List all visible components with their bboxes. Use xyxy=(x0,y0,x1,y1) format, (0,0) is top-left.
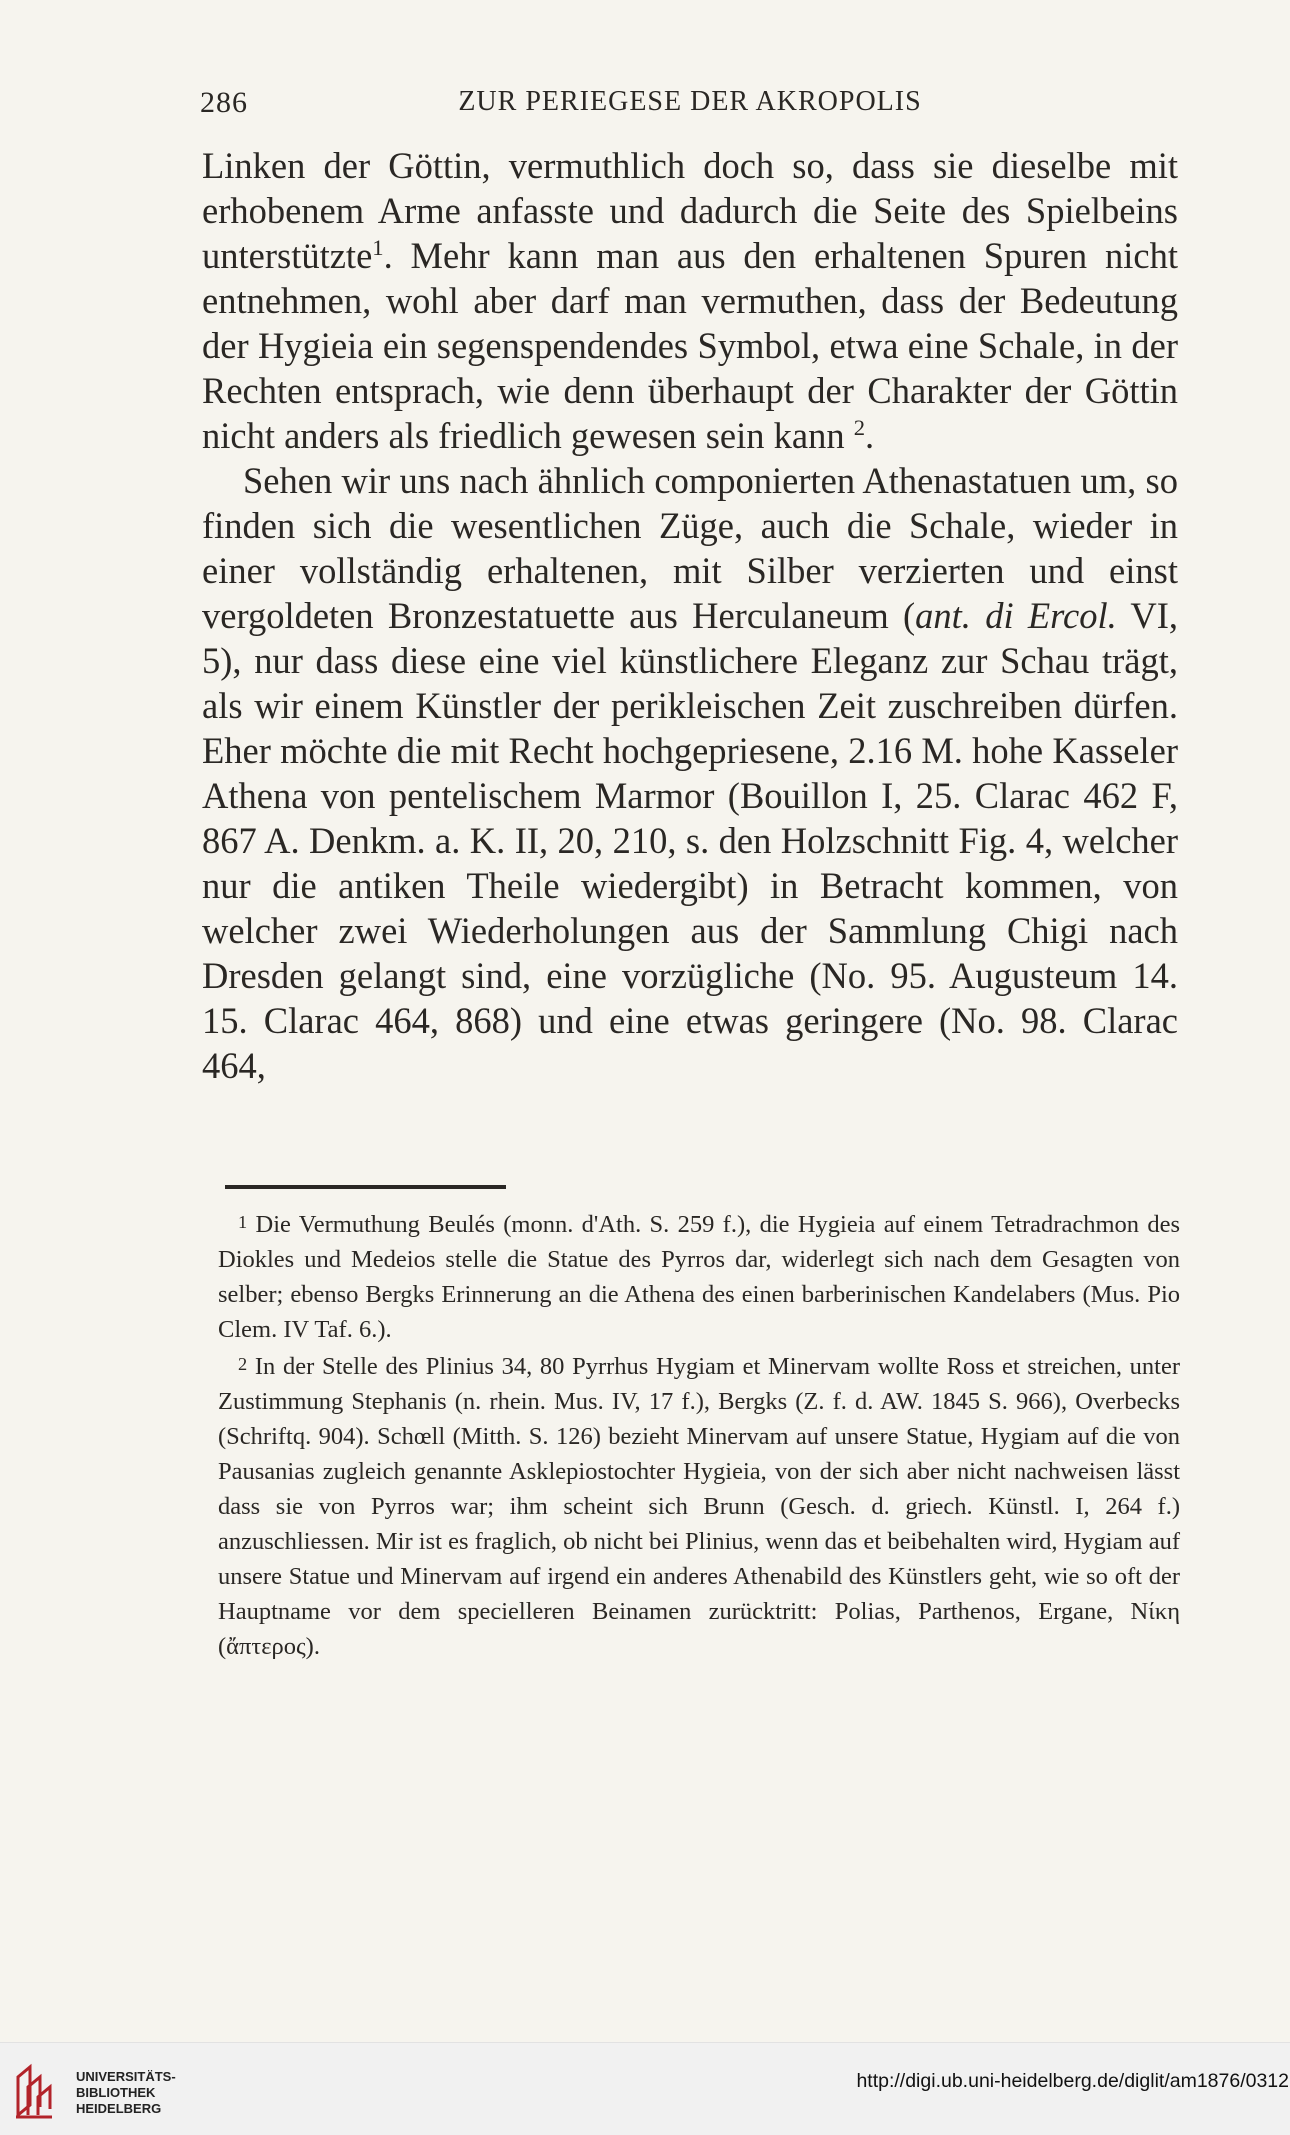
paragraph xyxy=(202,458,1178,1088)
footnote-ref[interactable]: 2 xyxy=(853,414,866,440)
paragraph-text: . Mehr kann man aus den erhaltenen Spuren nicht entnehmen, wohl aber darf man vermuthen, dass der Bedeutung der Hygieia ein segenspendendes Symbol, etwa eine Schale, in der Rechten entsprach, wie denn überhaupt der Charakter der Göttin nicht anders als friedlich gewesen sein kann xyxy=(202,235,1178,456)
footnote-number: 1 xyxy=(238,1212,248,1232)
footnote-number: 2 xyxy=(238,1354,248,1374)
page-header xyxy=(200,86,1180,126)
library-name-line: UNIVERSITÄTS- xyxy=(76,2069,176,2084)
library-name-line: BIBLIOTHEK xyxy=(76,2085,156,2100)
library-footer xyxy=(0,2042,1290,2135)
footnote-text: Die Vermuthung Beulés (monn. d'Ath. S. 259 f.), die Hygieia auf einem Tetradrachmon des Diokles und Medeios stelle die Statue des Pyrros dar, widerlegt sich nach dem Gesagten von selber; ebenso Bergks Erinnerung an die Athena des einen barberinischen Kandelabers (Mus. Pio Clem. IV Taf. 6.). xyxy=(218,1211,1180,1343)
paragraph-text: . xyxy=(865,415,875,456)
main-text xyxy=(202,143,1178,1088)
page-number: 286 xyxy=(200,86,248,119)
footnote xyxy=(218,1205,1180,1347)
paragraph-text: VI, 5), nur dass diese eine viel künstlichere Eleganz zur Schau trägt, als wir einem Künstler der perikleischen Zeit zuschreiben dürfen. Eher möchte die mit Recht hochgepriesene, 2.16 M. hohe Kasseler Athena von pentelischem Marmor (Bouillon I, 25. Clarac 462 F, 867 A. Denkm. a. K. II, 20, 210, s. den Holzschnitt Fig. 4, welcher nur die antiken Theile wiedergibt) in Betracht kommen, von welcher zwei Wiederholungen aus der Sammlung Chigi nach Dresden gelangt sind, eine vorzügliche (No. 95. Augusteum 14. 15. Clarac 464, 868) und eine etwas geringere (No. 98. Clarac 464, xyxy=(202,595,1178,1086)
footnote xyxy=(218,1347,1180,1664)
paragraph-text: Linken der Göttin, vermuthlich doch so, dass sie dieselbe mit erhobenem Arme anfasste und dadurch die Seite des Spielbeins unterstützte xyxy=(202,145,1178,276)
paragraph-text: Sehen wir uns nach ähnlich componierten Athenastatuen um, so finden sich die wesentlichen Züge, auch die Schale, wieder in einer vollständig erhaltenen, mit Silber verzierten und einst vergoldeten Bronzestatuette aus Herculaneum ( xyxy=(202,460,1178,636)
paragraph xyxy=(202,143,1178,458)
footnote-ref[interactable]: 1 xyxy=(372,234,384,260)
library-name-line: HEIDELBERG xyxy=(76,2101,162,2116)
footnotes xyxy=(218,1205,1180,1664)
footnote-text: In der Stelle des Plinius 34, 80 Pyrrhus Hygiam et Minervam wollte Ross et streichen, unter Zustimmung Stephanis (n. rhein. Mus. IV, 17 f.), Bergks (Z. f. d. AW. 1845 S. 966), Overbecks (Schriftq. 904). Schœll (Mitth. S. 126) bezieht Minervam auf unsere Statue, Hygiam auf die von Pausanias zugleich genannte Asklepiostochter Hygieia, von der sich aber nicht nachweisen lässt dass sie von Pyrros war; ihm scheint sich Brunn (Gesch. d. griech. Künstl. I, 264 f.) anzuschliessen. Mir ist es fraglich, ob nicht bei Plinius, wenn das et beibehalten wird, Hygiam auf unsere Statue und Minervam auf irgend ein anderes Athenabild des Künstlers geht, wie so oft der Hauptname vor dem specielleren Beinamen zurücktritt: Polias, Parthenos, Ergane, Νίκη (ἄπτερος). xyxy=(218,1353,1180,1660)
running-title: ZUR PERIEGESE DER AKROPOLIS xyxy=(458,86,922,117)
library-logo-icon[interactable] xyxy=(14,2063,64,2119)
footnote-separator xyxy=(225,1185,506,1189)
library-name xyxy=(76,2069,176,2117)
source-url-link[interactable]: http://digi.ub.uni-heidelberg.de/diglit/am1876/0312 xyxy=(856,2070,1289,2092)
italic-citation: ant. di Ercol. xyxy=(915,595,1117,636)
